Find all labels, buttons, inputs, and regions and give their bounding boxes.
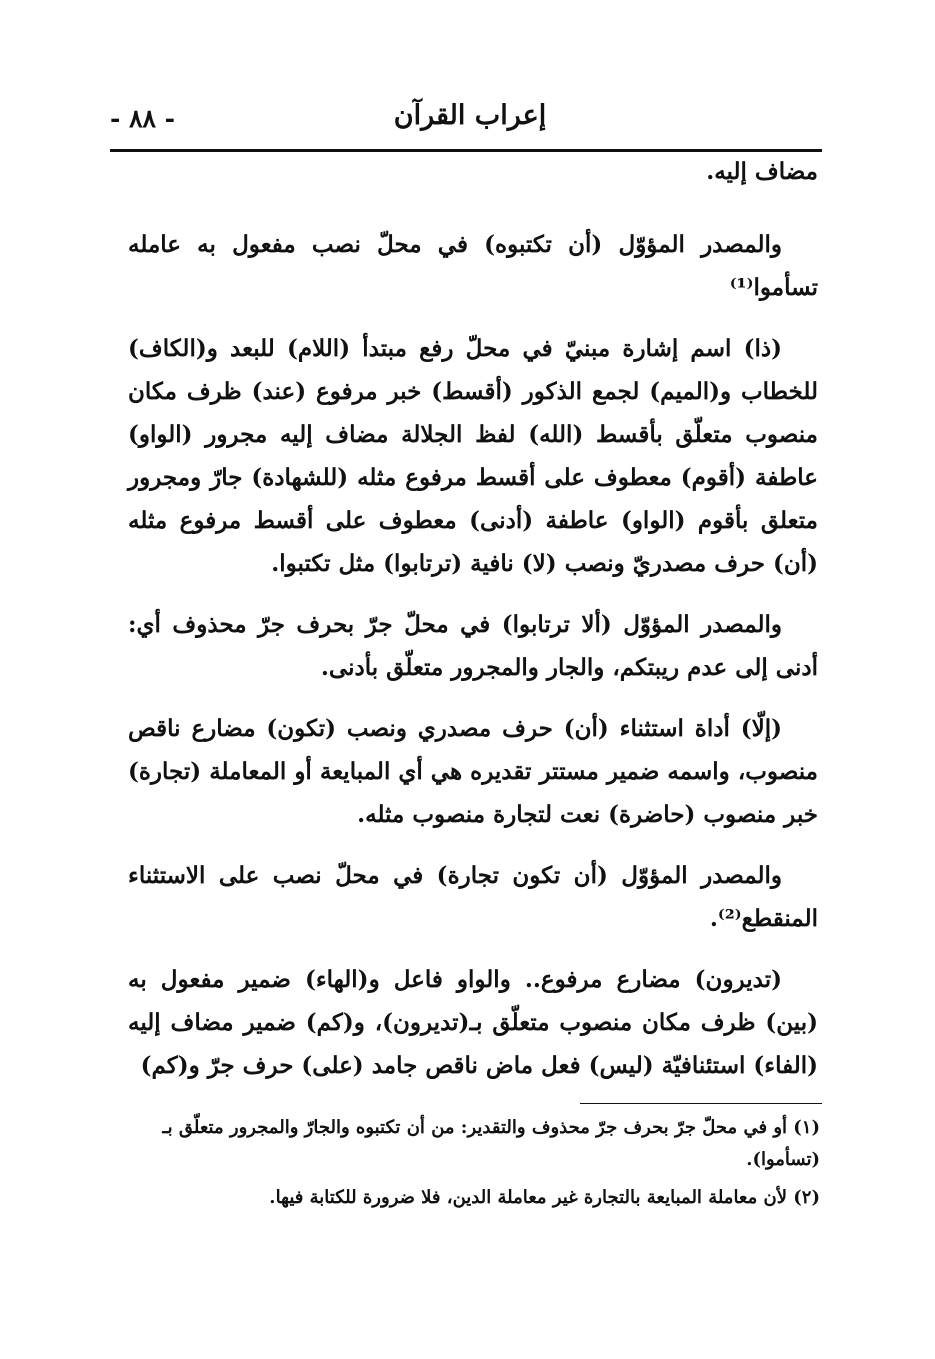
paragraph: (إلّا) أداة استثناء (أن) حرف مصدري ونصب (تكون) مضارع ناقص منصوب، واسمه ضمير مستتر تقديره هي أي المبايعة أو المعاملة (تجارة) خبر منصوب (حاضرة) نعت لتجارة منصوب مثله. (128, 715, 818, 828)
paragraph: (تديرون) مضارع مرفوع.. والواو فاعل و(الهاء) ضمير مفعول به (بين) ظرف مكان منصوب متعلّق بـ(تديرون)، و(كم) ضمير مضاف إليه (الفاء) استئنافيّة (ليس) فعل ماض ناقص جامد (على) حرف جرّ و(كم) (128, 966, 818, 1079)
footnote-divider (580, 1103, 822, 1104)
page-header (110, 100, 820, 140)
footnote: (٢) لأن معاملة المبايعة بالتجارة غير معاملة الدين، فلا ضرورة للكتابة فيها. (269, 1187, 820, 1208)
page-number: - ٨٨ - (110, 104, 176, 133)
paragraph: والمصدر المؤوّل (ألا ترتابوا) في محلّ جرّ بحرف جرّ محذوف أي: أدنى إلى عدم ريبتكم، والجار والمجرور متعلّق بأدنى. (128, 611, 818, 681)
paragraph: مضاف إليه. (706, 158, 818, 185)
paragraph: والمصدر المؤوّل (أن تكتبوه) في محلّ نصب مفعول به عامله تسأموا⁽¹⁾ (128, 231, 818, 301)
footnote: (١) أو في محلّ جرّ بحرف جرّ محذوف والتقدير: من أن تكتبوه والجارّ والمجرور متعلّق بـ (تسأموا). (162, 1117, 820, 1170)
paragraph: (ذا) اسم إشارة مبنيّ في محلّ رفع مبتدأ (اللام) للبعد و(الكاف) للخطاب و(الميم) لجمع الذكور (أقسط) خبر مرفوع (عند) ظرف مكان منصوب متعلّق بأقسط (الله) لفظ الجلالة مضاف إليه مجرور (الواو) عاطفة (أقوم) معطوف على أقسط مرفوع مثله (للشهادة) جارّ ومجرور متعلق بأقوم (الواو) عاطفة (أدنى) معطوف على أقسط مرفوع مثله (أن) حرف مصدريّ ونصب (لا) نافية (ترتابوا) مثل تكتبوا. (128, 335, 818, 577)
main-text (128, 150, 818, 1105)
footnotes (138, 1112, 820, 1220)
paragraph: والمصدر المؤوّل (أن تكون تجارة) في محلّ نصب على الاستثناء المنقطع⁽²⁾. (128, 862, 818, 932)
running-title: إعراب القرآن (393, 100, 547, 131)
